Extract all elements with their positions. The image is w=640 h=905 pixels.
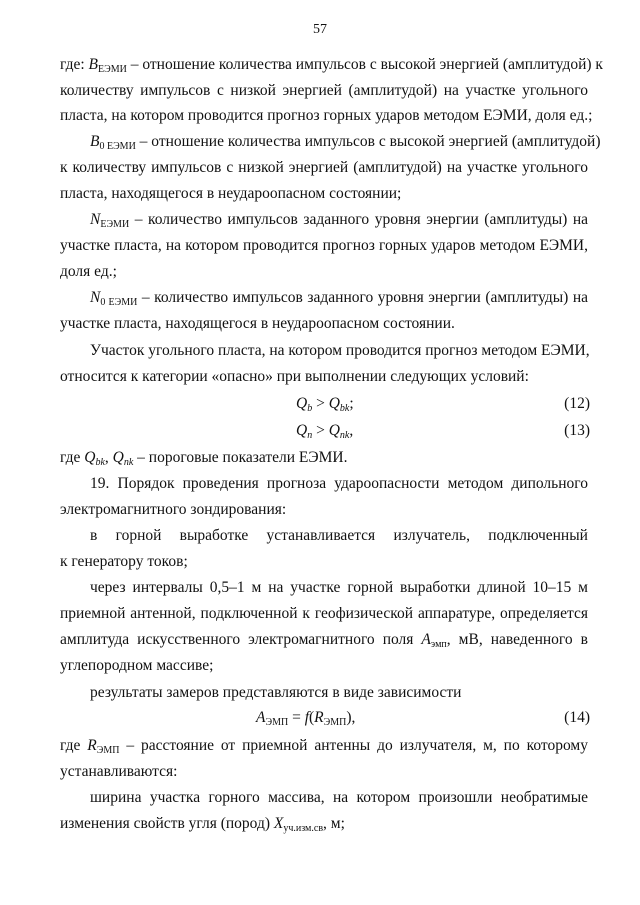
b0-eemi-line-2 (60, 158, 588, 178)
formula-13 (296, 421, 353, 441)
formula-14-r: R (314, 709, 324, 726)
where-r-text-2: устанавливаются: (60, 763, 178, 780)
intervals-line-3 (60, 630, 588, 650)
emitter-word: выработке (179, 527, 249, 544)
intervals-text-4: углепородном массиве; (60, 657, 214, 674)
symbol-r-emp: R (87, 737, 97, 754)
criteria-text-2: относится к категории «опасно» при выполнении следующих условий: (60, 368, 529, 385)
equation-number-13: (13) (564, 422, 590, 439)
symbol-b: B (88, 56, 99, 73)
width-text-2a: изменения свойств угля (пород) (60, 815, 274, 832)
intervals-line-2 (60, 604, 588, 624)
b-eemi-text-2: количеству импульсов с низкой энергией (амплитудой) на участке угольного (60, 82, 588, 99)
symbol-a-emp-sub: эмп (430, 639, 447, 650)
symbol-n0: N (90, 289, 101, 306)
symbol-x-sub: уч.изм.св (283, 823, 324, 834)
emitter-word: в (90, 527, 98, 544)
b0-eemi-text-1: – отношение количества импульсов с высокой энергией (амплитудой) (135, 133, 601, 150)
formula-12-op: > (312, 395, 329, 412)
symbol-r-emp-sub: ЭМП (96, 745, 120, 756)
symbol-b0-subscript: 0 ЕЭМИ (99, 141, 136, 152)
criteria-line-2 (60, 367, 529, 387)
formula-12 (296, 394, 354, 414)
p19-text-2: электромагнитного зондирования: (60, 501, 287, 518)
formula-13-end: , (349, 422, 354, 439)
formula-13-op: > (312, 422, 329, 439)
symbol-x: X (273, 815, 284, 832)
formula-12-qbk: Q (328, 395, 340, 412)
thresholds-sep: , (104, 449, 113, 466)
symbol-qnk: Q (112, 449, 124, 466)
emitter-word: устанавливается (266, 527, 376, 544)
formula-13-qnk: Q (328, 422, 340, 439)
emitter-text-2: к генератору токов; (60, 553, 188, 570)
formula-13-qnk-sub: nk (339, 430, 350, 441)
formula-12-qbk-sub: bk (339, 403, 350, 414)
b0-eemi-line-3 (60, 184, 401, 204)
symbol-a-emp: A (421, 631, 431, 648)
symbol-n: N (90, 211, 101, 228)
b0-eemi-line-1 (90, 132, 601, 152)
symbol-n0-subscript: 0 ЕЭМИ (100, 297, 138, 308)
results-text: результаты замеров представляются в виде зависимости (90, 684, 462, 701)
b-eemi-text-1: – отношение количества импульсов с высокой энергией (амплитудой) к (126, 56, 603, 73)
emitter-line-2 (60, 552, 188, 572)
width-text-1: ширина участка горного массива, на котором произошли необратимые (90, 789, 588, 806)
intervals-text-1: через интервалы 0,5–1 м на участке горной выработки длиной 10–15 м (90, 579, 588, 596)
formula-12-end: ; (349, 395, 354, 412)
formula-14-a-sub: ЭМП (265, 717, 289, 728)
page-number: 57 (313, 22, 327, 37)
formula-14-fn: f (304, 709, 309, 726)
where-r-line-1 (60, 736, 588, 756)
formula-14-end: ), (346, 709, 356, 726)
lead-word: где: (60, 56, 89, 73)
width-line-1 (90, 788, 588, 808)
formula-14-op: = (288, 709, 305, 726)
results-line (90, 683, 461, 703)
equation-number-14: (14) (564, 709, 590, 726)
symbol-qbk: Q (84, 449, 96, 466)
formula-13-q-sub: n (307, 430, 313, 441)
symbol-b-subscript: ЕЭМИ (98, 64, 127, 75)
formula-12-q-sub: b (307, 403, 313, 414)
formula-14-open: ( (309, 709, 315, 726)
p19-line-2 (60, 500, 286, 520)
emitter-word: горной (115, 527, 162, 544)
p19-line-1 (90, 474, 588, 494)
width-line-2 (60, 814, 345, 834)
formula-14-a: A (256, 709, 266, 726)
emitter-line-1 (90, 526, 588, 546)
n-eemi-line-3 (60, 262, 117, 282)
n-eemi-text-2: участке пласта, на котором проводится прогноз горных ударов методом ЕЭМИ, (60, 237, 588, 254)
where-r-lead: где (60, 737, 88, 754)
symbol-b0: B (90, 133, 100, 150)
b-eemi-line-2 (60, 81, 588, 101)
equation-number-12: (12) (564, 395, 590, 412)
intervals-line-1 (90, 578, 588, 598)
thresholds-tail: – пороговые показатели ЕЭМИ. (133, 449, 348, 466)
formula-13-q: Q (296, 422, 308, 439)
where-r-line-2 (60, 762, 177, 782)
thresholds-lead: где (60, 449, 85, 466)
n-eemi-line-2 (60, 236, 588, 256)
intervals-text-2: приемной антенной, подключенной к геофизической аппаратуре, определяется (60, 605, 588, 622)
emitter-word: подключенный (488, 527, 588, 544)
criteria-text-1: Участок угольного пласта, на котором проводится прогноз методом ЕЭМИ, (90, 342, 590, 359)
b0-eemi-text-2: к количеству импульсов с низкой энергией (амплитудой) на участке угольного (60, 159, 588, 176)
n0-eemi-text-1: – количество импульсов заданного уровня энергии (амплитуды) на (137, 289, 589, 306)
b-eemi-line-1 (60, 55, 603, 75)
emitter-word: излучатель, (393, 527, 470, 544)
formula-14 (256, 708, 355, 728)
n0-eemi-line-1 (90, 288, 588, 308)
thresholds-line (60, 448, 347, 468)
n-eemi-text-3: доля ед.; (60, 263, 117, 280)
b-eemi-line-3 (60, 106, 592, 126)
formula-12-q: Q (296, 395, 308, 412)
intervals-text-3a: амплитуда искусственного электромагнитного поля (60, 631, 422, 648)
n0-eemi-text-2: участке пласта, находящегося в неудароопасном состоянии. (60, 315, 455, 332)
n-eemi-text-1: – количество импульсов заданного уровня энергии (амплитуды) на (129, 211, 588, 228)
criteria-line-1 (90, 341, 588, 361)
where-r-text-1: – расстояние от приемной антенны до излучателя, м, по которому (119, 737, 588, 754)
n0-eemi-line-2 (60, 314, 455, 334)
b-eemi-text-3: пласта, на котором проводится прогноз горных ударов методом ЕЭМИ, доля ед.; (60, 107, 593, 124)
intervals-line-4 (60, 656, 213, 676)
symbol-n-subscript: ЕЭМИ (100, 219, 130, 230)
symbol-qbk-sub: bk (95, 457, 105, 468)
intervals-text-3b: , мВ, наведенного в (446, 631, 588, 648)
symbol-qnk-sub: nk (123, 457, 134, 468)
formula-14-r-sub: ЭМП (323, 717, 347, 728)
p19-text-1: 19. Порядок проведения прогноза удароопасности методом дипольного (90, 475, 588, 492)
width-text-2b: , м; (323, 815, 345, 832)
b0-eemi-text-3: пласта, находящегося в неудароопасном состоянии; (60, 185, 402, 202)
n-eemi-line-1 (90, 210, 588, 230)
